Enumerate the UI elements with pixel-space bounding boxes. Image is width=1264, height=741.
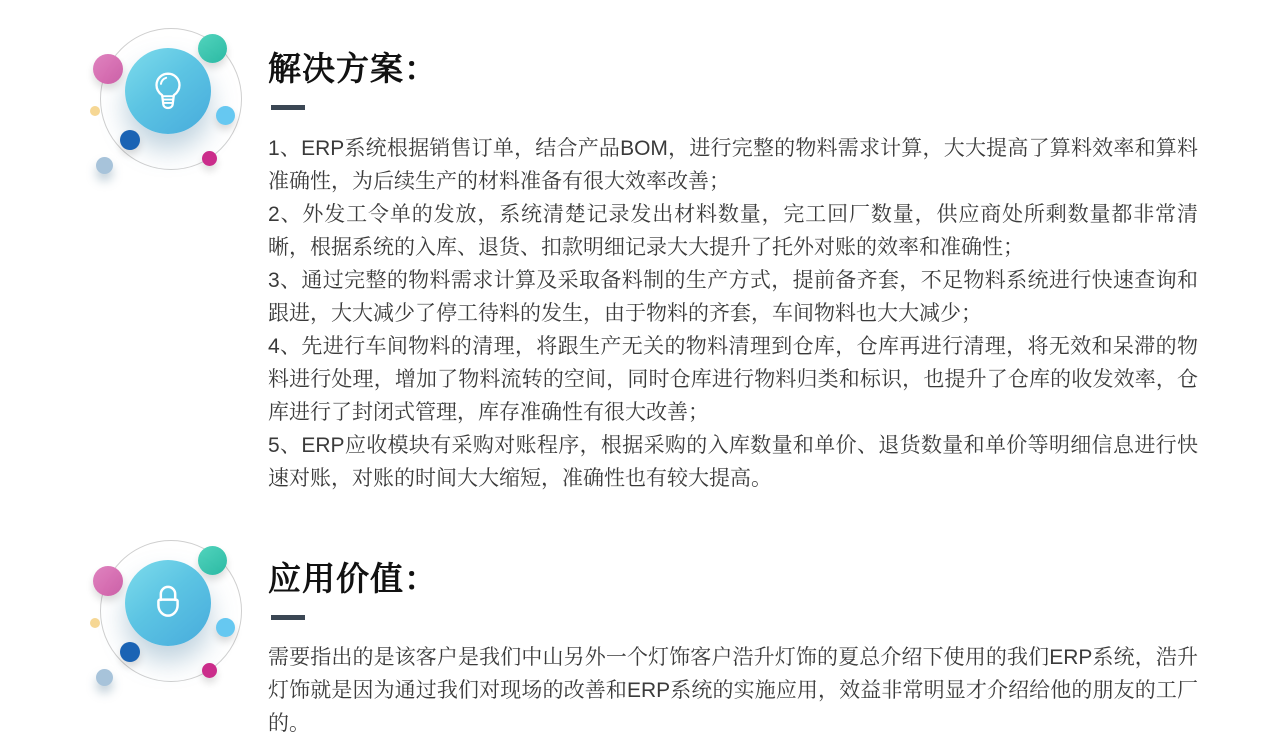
lightbulb-icon-circle — [125, 48, 211, 134]
decorative-dot-teal — [198, 34, 227, 63]
solution-item-5: 5、ERP应收模块有采购对账程序，根据采购的入库数量和单价、退货数量和单价等明细信息进行快速对账，对账的时间大大缩短，准确性也有较大提高。 — [268, 434, 1198, 490]
decorative-dot-lightblue — [216, 106, 235, 125]
decorative-dot-pink — [93, 54, 123, 84]
solution-heading: 解决方案： — [268, 50, 438, 87]
solution-item-3: 3、通过完整的物料需求计算及采取备料制的生产方式，提前备齐套，不足物料系统进行快速查询和跟进，大大减少了停工待料的发生，由于物料的齐套，车间物料也大大减少； — [268, 269, 1198, 325]
lock-icon-circle — [125, 560, 211, 646]
solution-item-2: 2、外发工令单的发放，系统清楚记录发出材料数量，完工回厂数量，供应商处所剩数量都非常清晰，根据系统的入库、退货、扣款明细记录大大提升了托外对账的效率和准确性； — [268, 203, 1198, 259]
solution-paragraphs — [268, 132, 1198, 495]
lock-icon — [145, 578, 191, 629]
solution-item-1: 1、ERP系统根据销售订单，结合产品BOM，进行完整的物料需求计算，大大提高了算料效率和算料准确性，为后续生产的材料准备有很大效率改善； — [268, 137, 1198, 193]
value-paragraphs — [268, 641, 1198, 740]
decorative-dot-teal — [198, 546, 227, 575]
decorative-dot-magenta — [202, 663, 217, 678]
decorative-dot-grayblue — [96, 157, 113, 174]
heading-underline-dash — [271, 105, 305, 110]
lightbulb-icon — [145, 66, 191, 117]
solution-item-4: 4、先进行车间物料的清理，将跟生产无关的物料清理到仓库，仓库再进行清理，将无效和呆滞的物料进行处理，增加了物料流转的空间，同时仓库进行物料归类和标识，也提升了仓库的收发效率，仓库进行了封闭式管理，库存准确性有很大改善； — [268, 335, 1198, 424]
solution-icon-cluster — [90, 18, 250, 188]
heading-underline-dash — [271, 615, 305, 620]
decorative-dot-lightblue — [216, 618, 235, 637]
decorative-dot-yellow — [90, 106, 100, 116]
value-heading: 应用价值： — [268, 560, 438, 597]
decorative-dot-pink — [93, 566, 123, 596]
value-icon-cluster — [90, 530, 250, 700]
decorative-dot-darkblue — [120, 642, 140, 662]
decorative-dot-magenta — [202, 151, 217, 166]
decorative-dot-grayblue — [96, 669, 113, 686]
value-paragraph: 需要指出的是该客户是我们中山另外一个灯饰客户浩升灯饰的夏总介绍下使用的我们ERP系统，浩升灯饰就是因为通过我们对现场的改善和ERP系统的实施应用，效益非常明显才介绍给他的朋友的工厂的。 — [268, 646, 1198, 735]
decorative-dot-yellow — [90, 618, 100, 628]
decorative-dot-darkblue — [120, 130, 140, 150]
